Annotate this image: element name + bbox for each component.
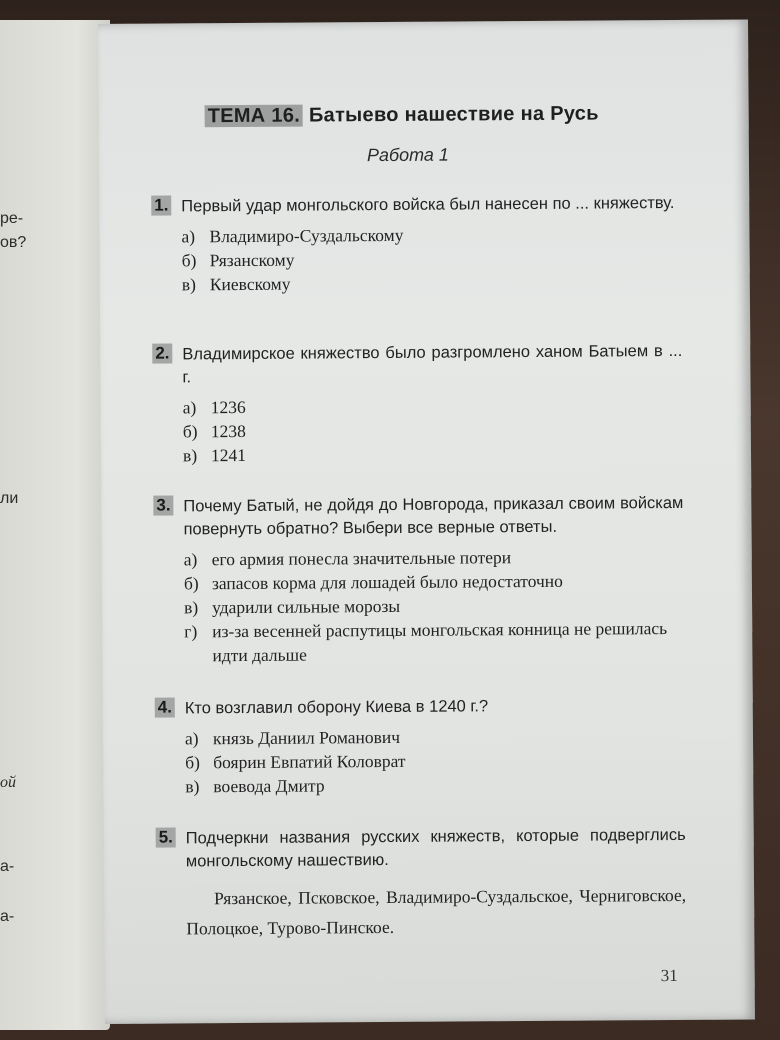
option-text: запасов корма для лошадей было недостаточно xyxy=(211,570,563,594)
option-text: из-за весенней распутицы монгольская конница не решилась идти дальше xyxy=(212,618,668,666)
question-1 xyxy=(151,192,682,297)
question-number: 1. xyxy=(151,195,171,215)
theme-label: ТЕМА 16. xyxy=(205,105,304,128)
left-page-fragment: ре- xyxy=(0,210,24,227)
question-text: Кто возглавил оборону Киева в 1240 г.? xyxy=(184,697,489,718)
answer-option xyxy=(182,245,682,272)
option-letter: а) xyxy=(183,549,198,570)
option-text: 1236 xyxy=(210,396,246,418)
option-text: его армия понесла значительные потери xyxy=(211,547,512,570)
option-letter: б) xyxy=(182,421,198,442)
answer-options xyxy=(183,392,683,467)
answer-options xyxy=(185,723,685,798)
option-text: Владимиро-Суздальскому xyxy=(209,224,404,247)
option-text: ударили сильные морозы xyxy=(212,595,401,618)
question-number: 3. xyxy=(153,495,173,515)
option-letter: в) xyxy=(184,597,199,618)
option-letter: а) xyxy=(181,226,196,247)
question-3 xyxy=(153,492,684,668)
option-letter: б) xyxy=(181,250,197,271)
option-text: Киевскому xyxy=(209,273,291,295)
option-text: 1238 xyxy=(210,420,246,442)
question-4 xyxy=(155,694,686,799)
option-letter: а) xyxy=(184,728,199,749)
left-page-fragment: ли xyxy=(0,490,19,507)
answer-option xyxy=(183,416,683,443)
question-text: Подчеркни названия русских княжеств, которые подверглись монгольскому нашествию. xyxy=(185,825,686,871)
question-number: 2. xyxy=(152,343,172,363)
answer-option xyxy=(182,269,682,296)
answer-option xyxy=(184,568,684,595)
option-letter: в) xyxy=(185,776,200,797)
page-title xyxy=(205,103,599,129)
option-text: князь Даниил Романович xyxy=(212,726,401,749)
answer-options xyxy=(184,544,685,667)
question-text: Владимирское княжество было разгромлено ханом Батыем в ... г. xyxy=(182,341,683,387)
page-subtitle: Работа 1 xyxy=(366,144,449,166)
left-page-fragment: ов? xyxy=(0,234,27,251)
left-page-fragment: ой xyxy=(0,774,16,791)
option-text: Рязанскому xyxy=(209,249,295,271)
answer-option xyxy=(184,544,684,571)
question-2 xyxy=(152,340,683,468)
option-letter: в) xyxy=(182,445,198,466)
left-page-fragment: а- xyxy=(0,908,15,925)
option-letter: б) xyxy=(183,573,199,594)
answer-options xyxy=(181,221,681,296)
worksheet-page xyxy=(98,19,755,1024)
option-text: боярин Евпатий Коловрат xyxy=(213,750,406,773)
answer-option xyxy=(185,747,685,774)
option-text: 1241 xyxy=(210,444,247,466)
answer-option xyxy=(183,440,683,467)
previous-page-edge xyxy=(0,20,110,1030)
answer-option xyxy=(183,392,683,419)
question-5 xyxy=(156,824,687,944)
option-letter: г) xyxy=(184,621,198,642)
answer-option xyxy=(184,592,684,619)
question-text: Почему Батый, не дойдя до Новгорода, приказал своим войскам повернуть обратно? Выбери все верные ответы. xyxy=(183,493,684,539)
option-text: воевода Дмитр xyxy=(213,775,325,797)
option-letter: б) xyxy=(185,752,200,773)
answer-option xyxy=(185,723,685,750)
option-letter: в) xyxy=(181,274,196,295)
page-number: 31 xyxy=(660,965,678,986)
left-page-fragment: а- xyxy=(0,858,15,875)
option-letter: а) xyxy=(182,397,197,418)
question-number: 5. xyxy=(156,827,176,847)
question-number: 4. xyxy=(155,697,175,717)
answer-option xyxy=(184,616,684,667)
theme-title: Батыево нашествие на Русь xyxy=(308,102,599,127)
principalities-list[interactable]: Рязанское, Псковское, Владимиро-Суздальское, Черниговское, Полоцкое, Турово-Пинское. xyxy=(186,884,687,939)
answer-option xyxy=(181,221,681,248)
question-text: Первый удар монгольского войска был нанесен по ... княжеству. xyxy=(181,193,675,216)
answer-option xyxy=(185,771,685,798)
